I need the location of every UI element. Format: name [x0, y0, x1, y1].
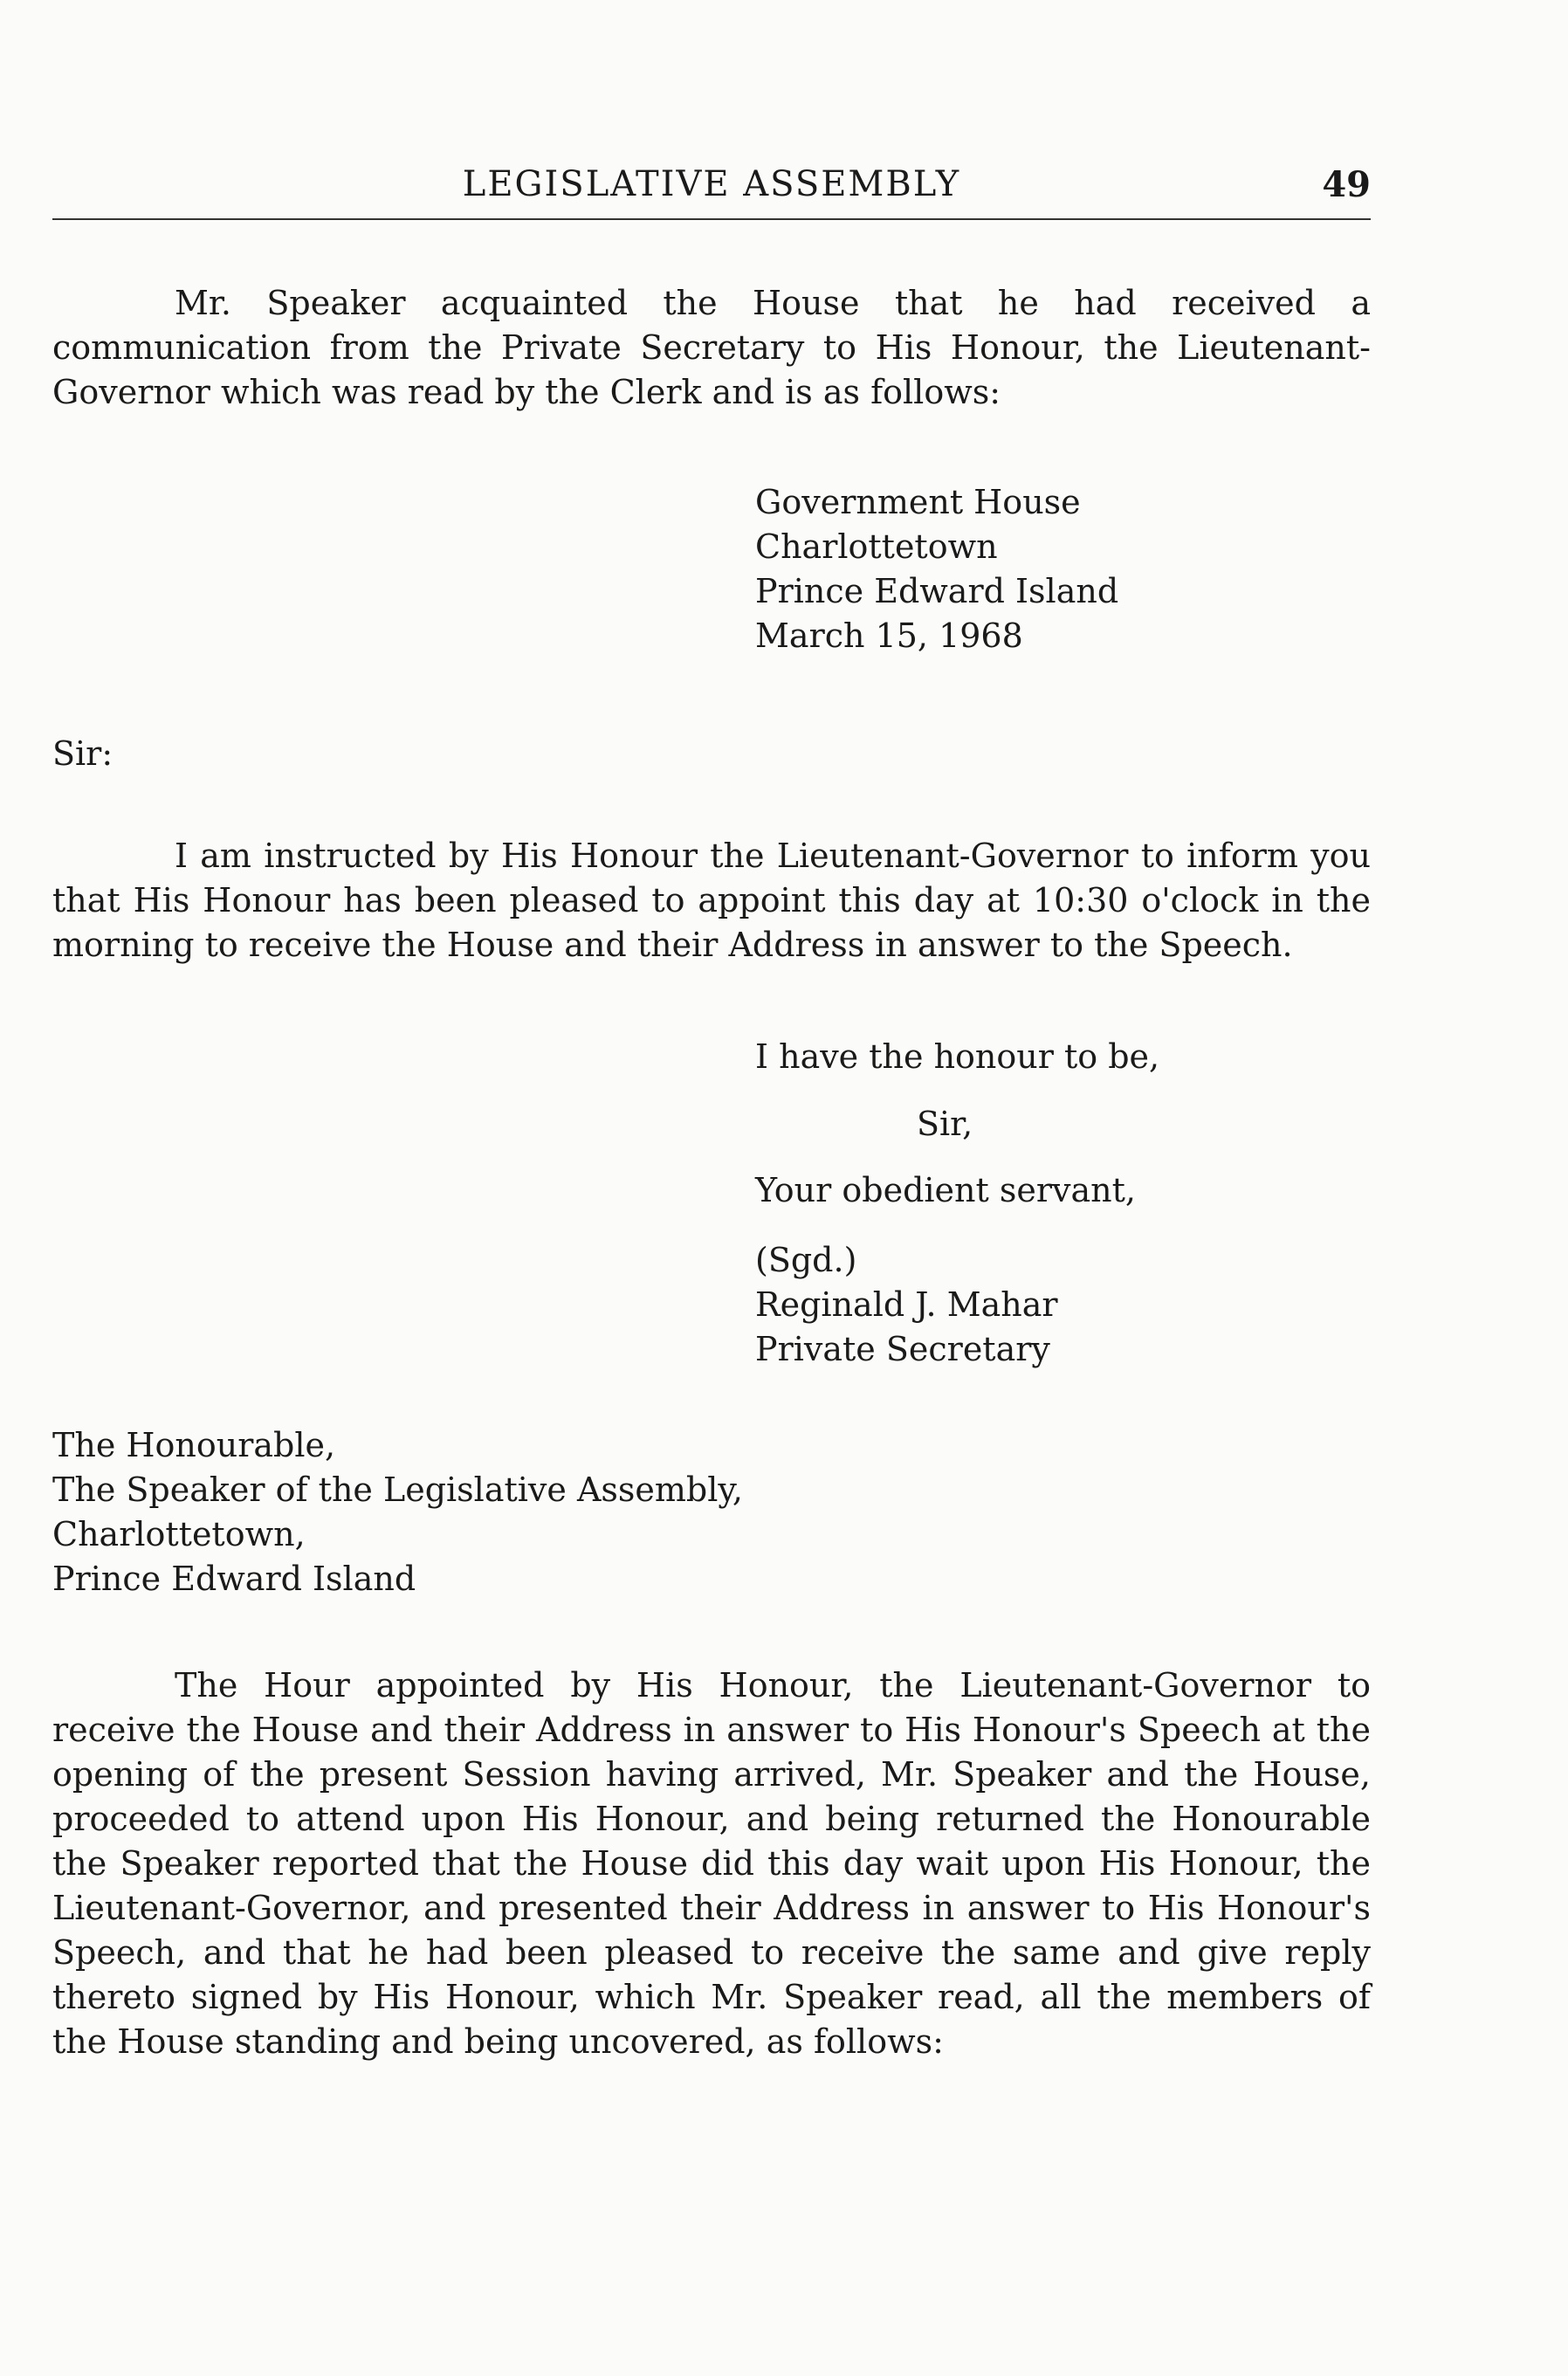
recipient-line: Charlottetown,	[52, 1515, 306, 1553]
closing-sir: Sir,	[917, 1105, 973, 1143]
header-title: LEGISLATIVE ASSEMBLY	[462, 164, 961, 204]
address-line: Charlottetown	[755, 527, 998, 566]
signature-name: Reginald J. Mahar	[755, 1285, 1058, 1324]
address-date: March 15, 1968	[755, 616, 1023, 655]
page-header	[52, 157, 1371, 213]
letter-recipient	[52, 1423, 743, 1601]
letter-signature	[755, 1238, 1058, 1372]
letter-address	[755, 480, 1118, 658]
closing-honour: I have the honour to be,	[755, 1037, 1160, 1076]
address-line: Government House	[755, 483, 1081, 521]
recipient-line: The Speaker of the Legislative Assembly,	[52, 1470, 743, 1509]
header-rule	[52, 218, 1371, 220]
intro-paragraph: Mr. Speaker acquainted the House that he had received a communication from the Private Secretary to His Honour, the Lieutenant-Governor which was read by the Clerk and is as follows:	[52, 284, 1371, 411]
recipient-line: The Honourable,	[52, 1426, 336, 1464]
letter-body-paragraph: I am instructed by His Honour the Lieutenant-Governor to inform you that His Honour has been pleased to appoint this day at 10:30 o'clock in the morning to receive the House and their Address in answer to the Speech.	[52, 837, 1371, 964]
signature-title: Private Secretary	[755, 1330, 1050, 1368]
recipient-line: Prince Edward Island	[52, 1560, 416, 1598]
signature-line: (Sgd.)	[755, 1241, 857, 1279]
letter-salutation: Sir:	[52, 734, 113, 773]
closing-servant: Your obedient servant,	[755, 1171, 1136, 1209]
proceedings-paragraph: The Hour appointed by His Honour, the Lieutenant-Governor to receive the House and their Address in answer to His Honour's Speech at the opening of the present Session having arrived, Mr. Speaker and the House, proceeded to attend upon His Honour, and being returned the Honourable the Speaker reported that the House did this day wait upon His Honour, the Lieutenant-Governor, and presented their Address in answer to His Honour's Speech, and that he had been pleased to receive the same and give reply thereto signed by His Honour, which Mr. Speaker read, all the members of the House standing and being uncovered, as follows:	[52, 1666, 1371, 2061]
address-line: Prince Edward Island	[755, 572, 1119, 610]
page-number: 49	[1322, 164, 1371, 205]
